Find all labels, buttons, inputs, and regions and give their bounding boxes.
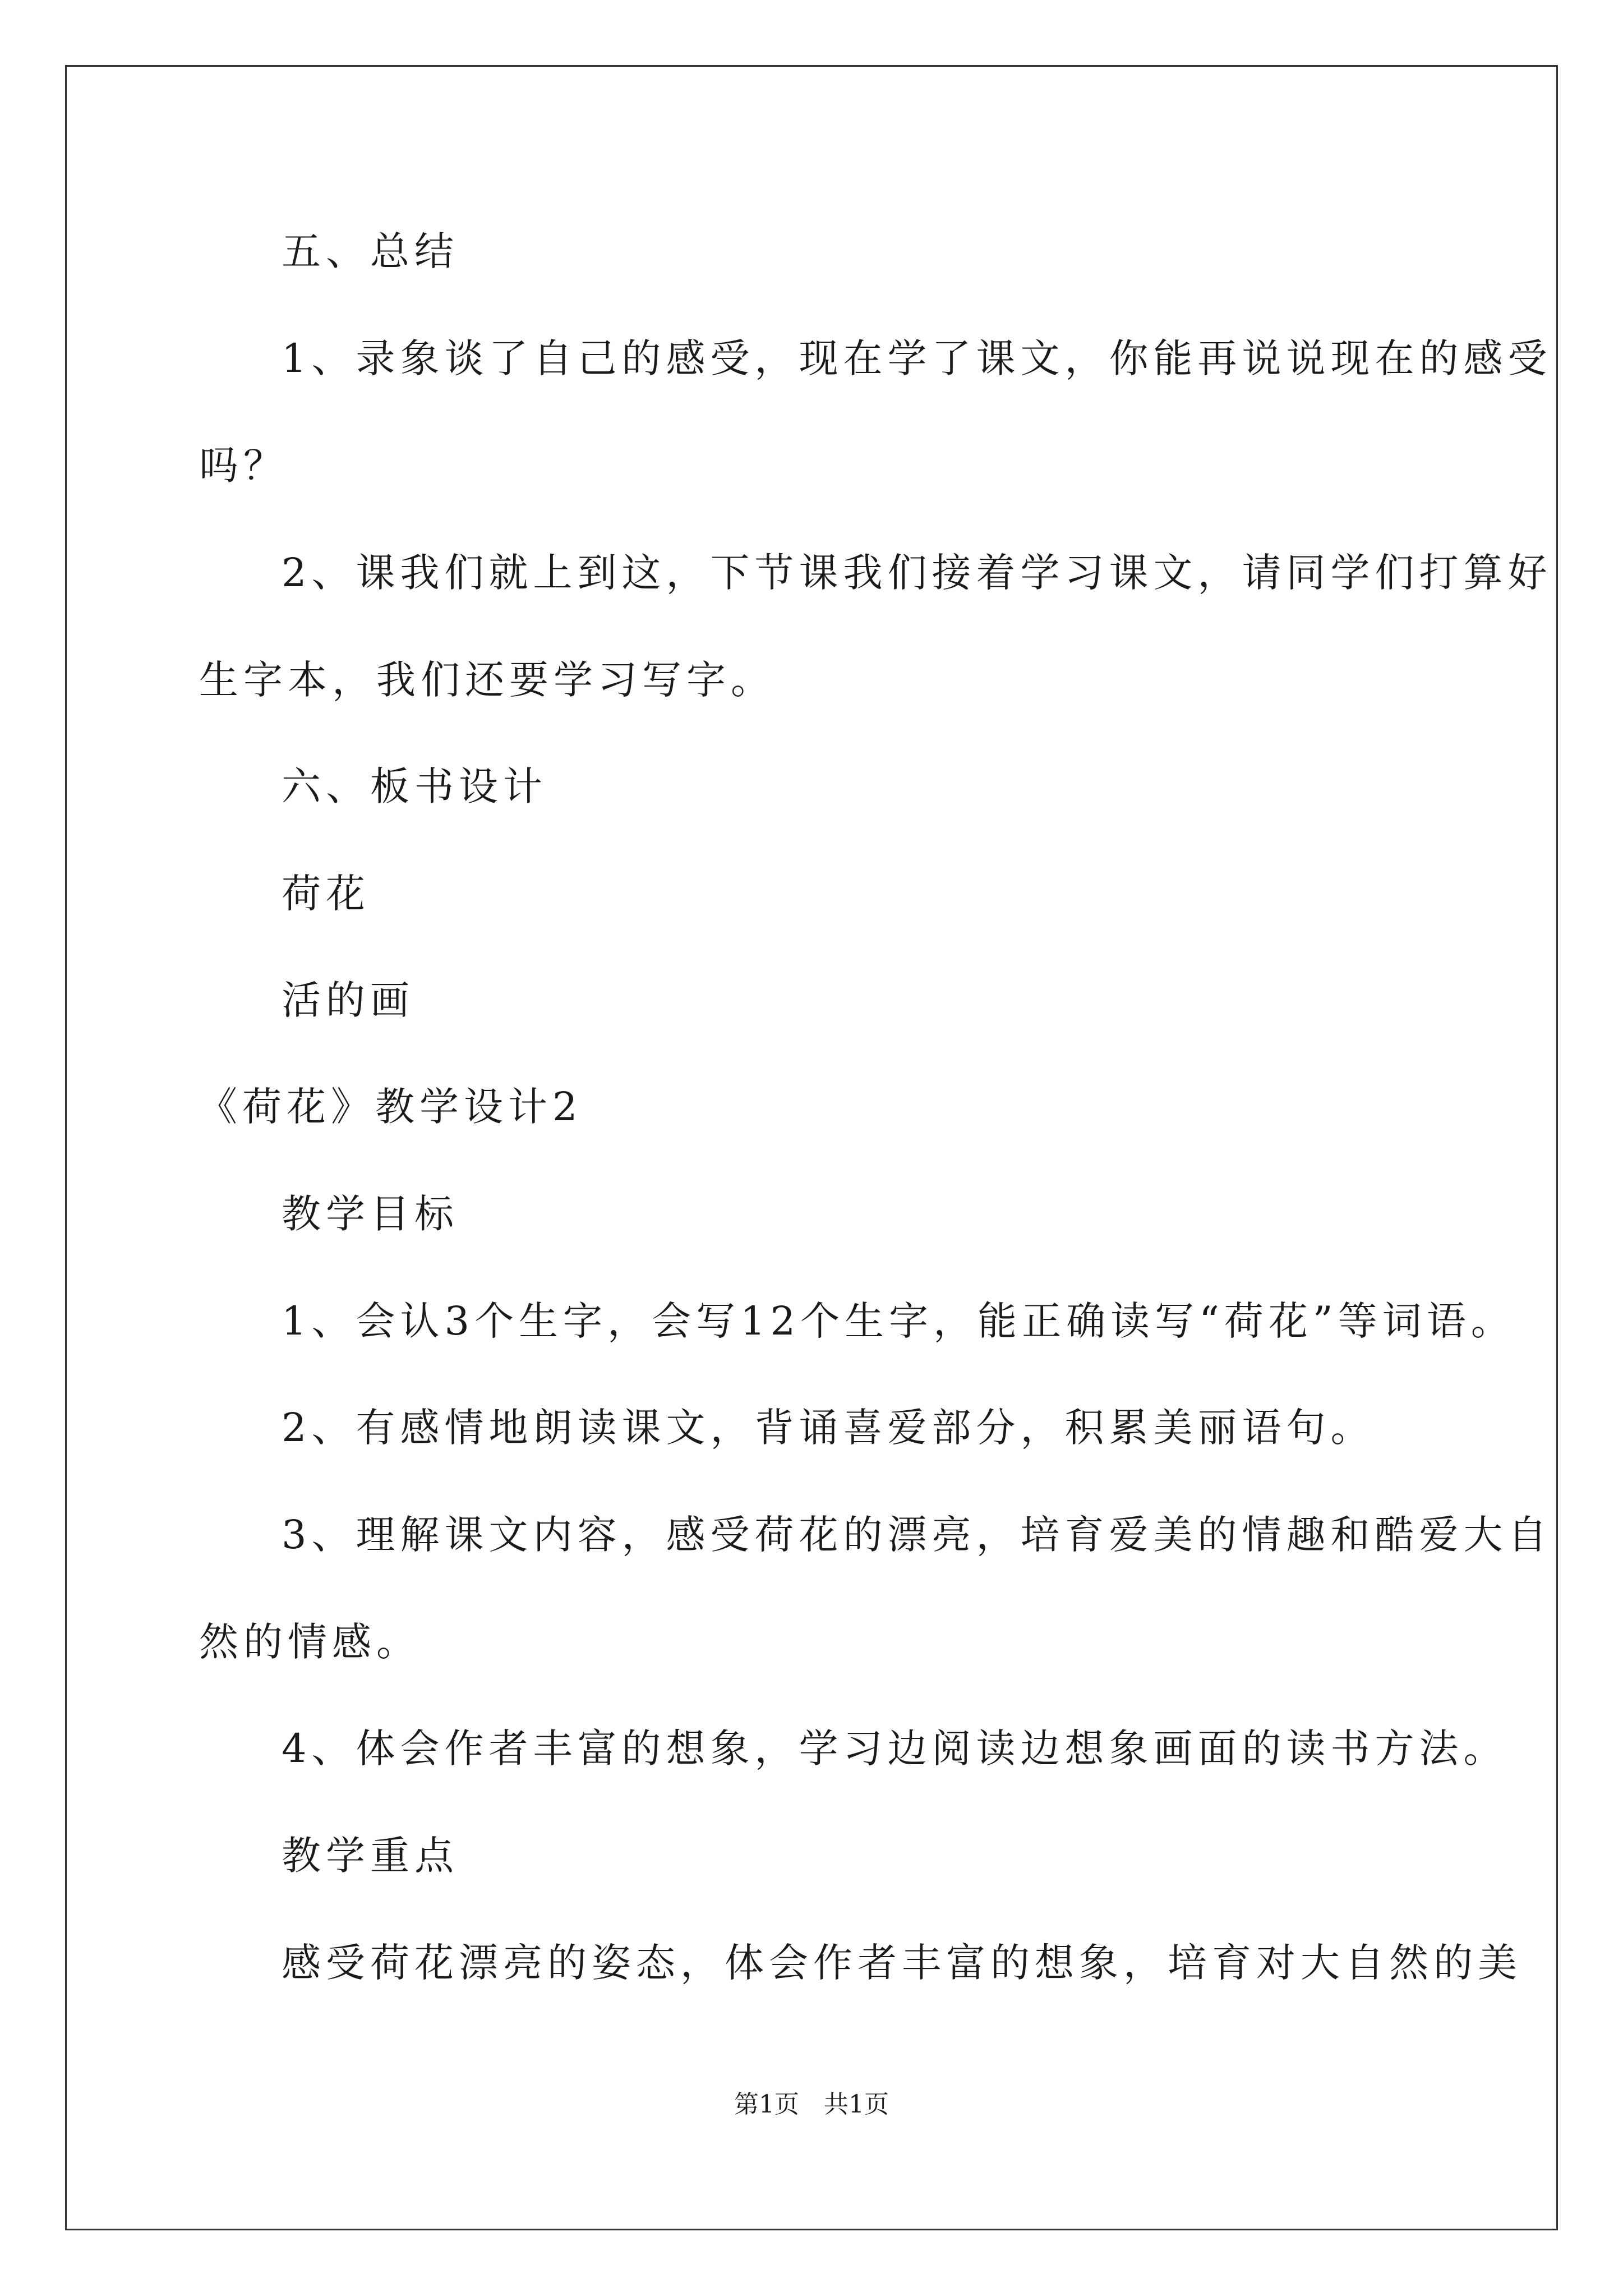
section-heading-board-design: 六、板书设计 <box>282 763 547 809</box>
paragraph-line: 4、体会作者丰富的想象，学习边阅读边想象画面的读书方法。 <box>282 1726 1508 1772</box>
page-border <box>65 65 1558 2230</box>
paragraph-line: 吗？ <box>199 443 288 489</box>
page-footer: 第1页 共1页 <box>734 2090 889 2119</box>
paragraph-line: 2、有感情地朗读课文，背诵喜爱部分，积累美丽语句。 <box>282 1405 1375 1451</box>
section-heading-summary: 五、总结 <box>282 228 459 274</box>
paragraph-line: 1、录象谈了自己的感受，现在学了课文，你能再说说现在的感受 <box>282 335 1552 381</box>
paragraph-line: 生字本，我们还要学习写字。 <box>199 657 775 703</box>
board-item: 荷花 <box>282 871 370 917</box>
paragraph-line: 3、理解课文内容，感受荷花的漂亮，培育爱美的情趣和酷爱大自 <box>282 1512 1552 1558</box>
paragraph-line: 感受荷花漂亮的姿态，体会作者丰富的想象，培育对大自然的美 <box>282 1940 1522 1986</box>
document-title: 《荷花》教学设计2 <box>198 1084 583 1130</box>
paragraph-line: 1、会认3个生字，会写12个生字，能正确读写“荷花”等词语。 <box>282 1298 1515 1344</box>
paragraph-line: 然的情感。 <box>199 1619 421 1665</box>
section-heading-objectives: 教学目标 <box>282 1191 459 1237</box>
board-item: 活的画 <box>282 977 414 1023</box>
paragraph-line: 2、课我们就上到这，下节课我们接着学习课文，请同学们打算好 <box>282 550 1552 596</box>
section-heading-key-points: 教学重点 <box>282 1833 459 1879</box>
